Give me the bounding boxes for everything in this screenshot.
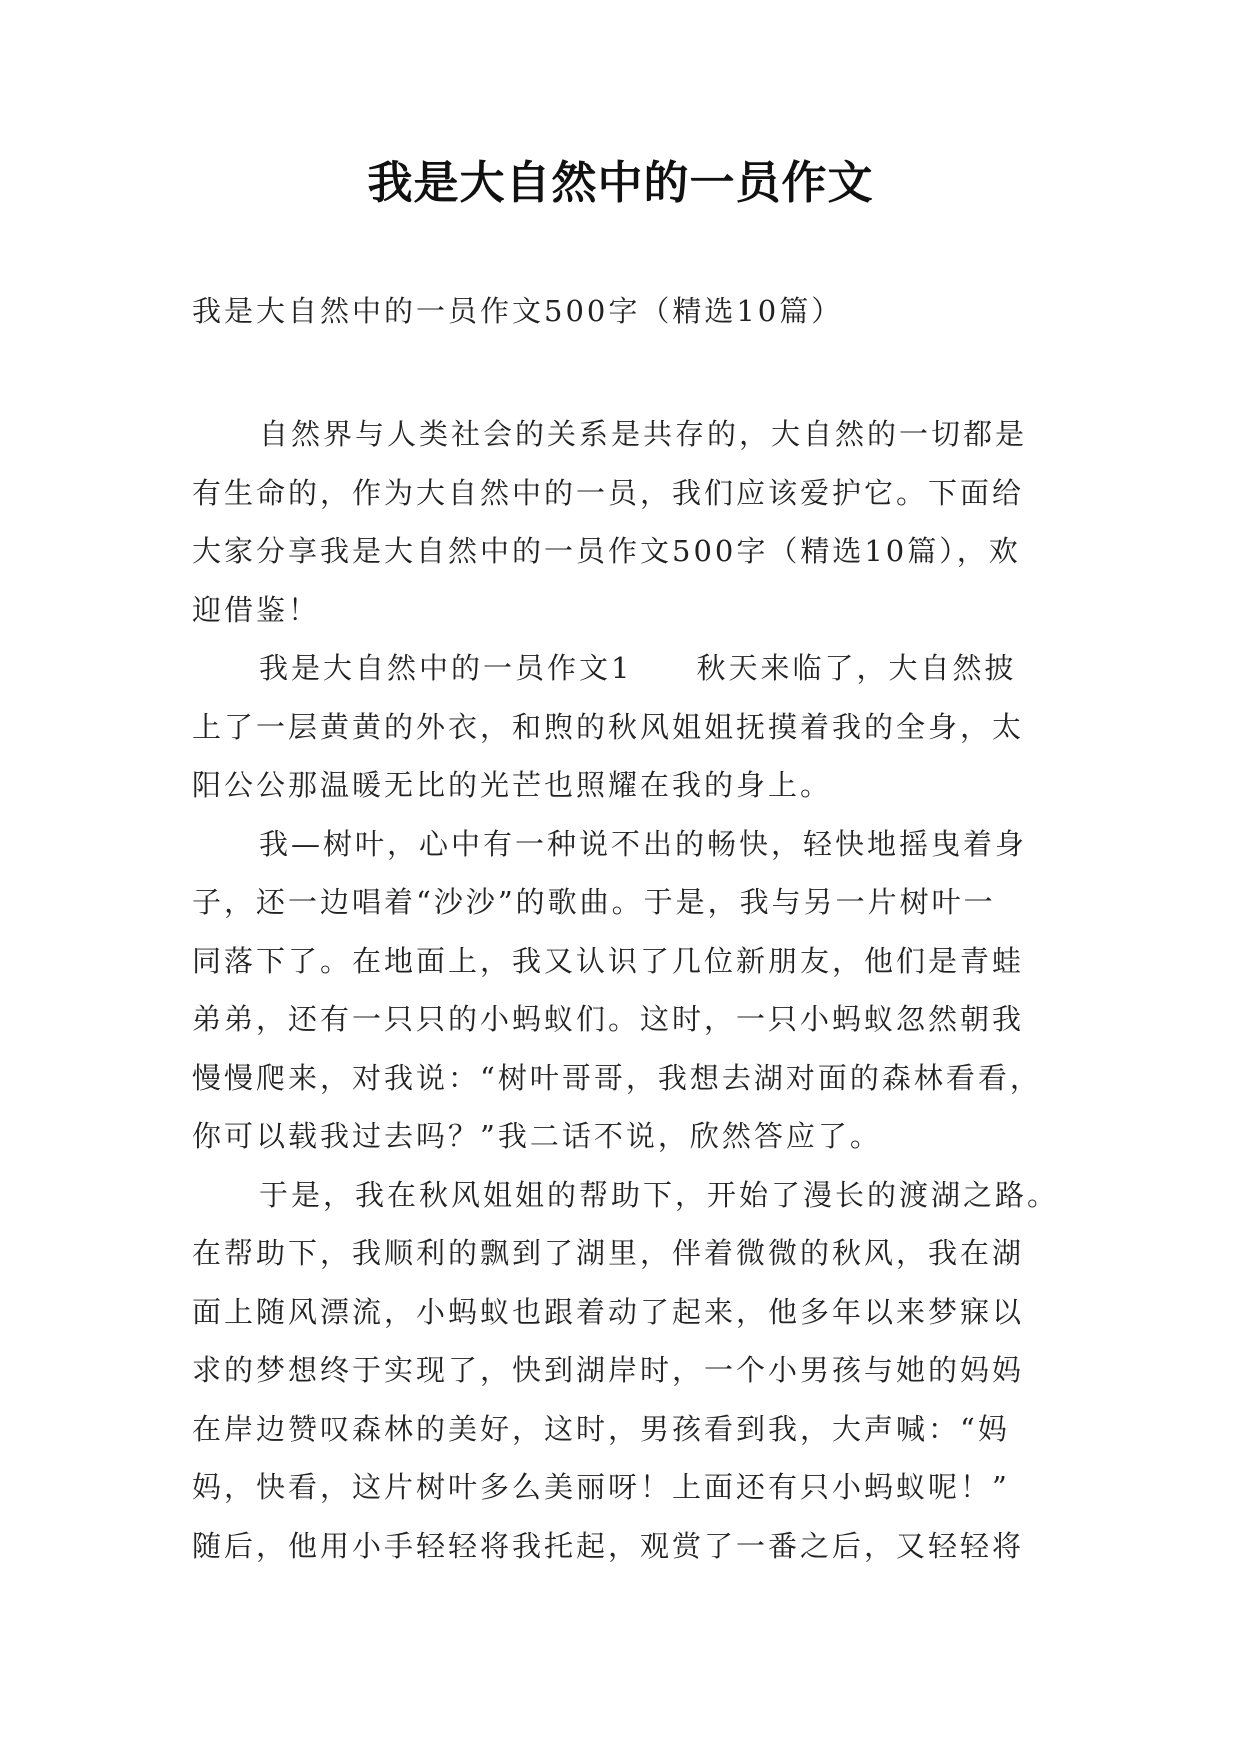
body-line: 自然界与人类社会的关系是共存的，大自然的一切都是 — [259, 417, 1028, 451]
body-line: 上了一层黄黄的外衣，和煦的秋风姐姐抚摸着我的全身，太 — [192, 709, 1025, 744]
page-title: 我是大自然中的一员作文 — [367, 156, 874, 209]
document-body — [192, 405, 1060, 1575]
body-line: 于是，我在秋风姐姐的帮助下，开始了漫长的渡湖之路。 — [259, 1177, 1060, 1212]
body-line: 慢慢爬来，对我说：“树叶哥哥，我想去湖对面的森林看看， — [192, 1060, 1042, 1095]
body-line: 阳公公那温暖无比的光芒也照耀在我的身上。 — [192, 768, 833, 802]
document-subtitle: 我是大自然中的一员作文500字（精选10篇） — [192, 294, 844, 328]
body-line: 迎借鉴！ — [192, 592, 321, 627]
body-line: 在岸边赞叹森林的美好，这时，男孩看到我，大声喊：“妈 — [192, 1411, 1010, 1446]
body-line: 求的梦想终于实现了，快到湖岸时，一个小男孩与她的妈妈 — [192, 1353, 1025, 1387]
body-line: 大家分享我是大自然中的一员作文500字（精选10篇），欢 — [192, 534, 1021, 568]
body-line: 同落下了。在地面上，我又认识了几位新朋友，他们是青蛙 — [192, 943, 1025, 978]
body-line: 弟弟，还有一只只的小蚂蚁们。这时，一只小蚂蚁忽然朝我 — [192, 1002, 1025, 1036]
body-line: 随后，他用小手轻轻将我托起，观赏了一番之后，又轻轻将 — [192, 1528, 1025, 1563]
body-line: 子，还一边唱着“沙沙”的歌曲。于是，我与另一片树叶一 — [192, 885, 996, 919]
body-line: 有生命的，作为大自然中的一员，我们应该爱护它。下面给 — [192, 475, 1025, 510]
body-line: 妈，快看，这片树叶多么美丽呀！上面还有只小蚂蚁呢！” — [192, 1470, 1010, 1504]
body-line: 我是大自然中的一员作文1 秋天来临了，大自然披 — [259, 651, 1017, 685]
body-line: 面上随风漂流，小蚂蚁也跟着动了起来，他多年以来梦寐以 — [192, 1294, 1025, 1329]
body-line: 你可以载我过去吗？”我二话不说，欣然答应了。 — [192, 1119, 882, 1153]
body-line: 我—树叶，心中有一种说不出的畅快，轻快地摇曳着身 — [259, 826, 1028, 861]
body-line: 在帮助下，我顺利的飘到了湖里，伴着微微的秋风，我在湖 — [192, 1236, 1025, 1270]
